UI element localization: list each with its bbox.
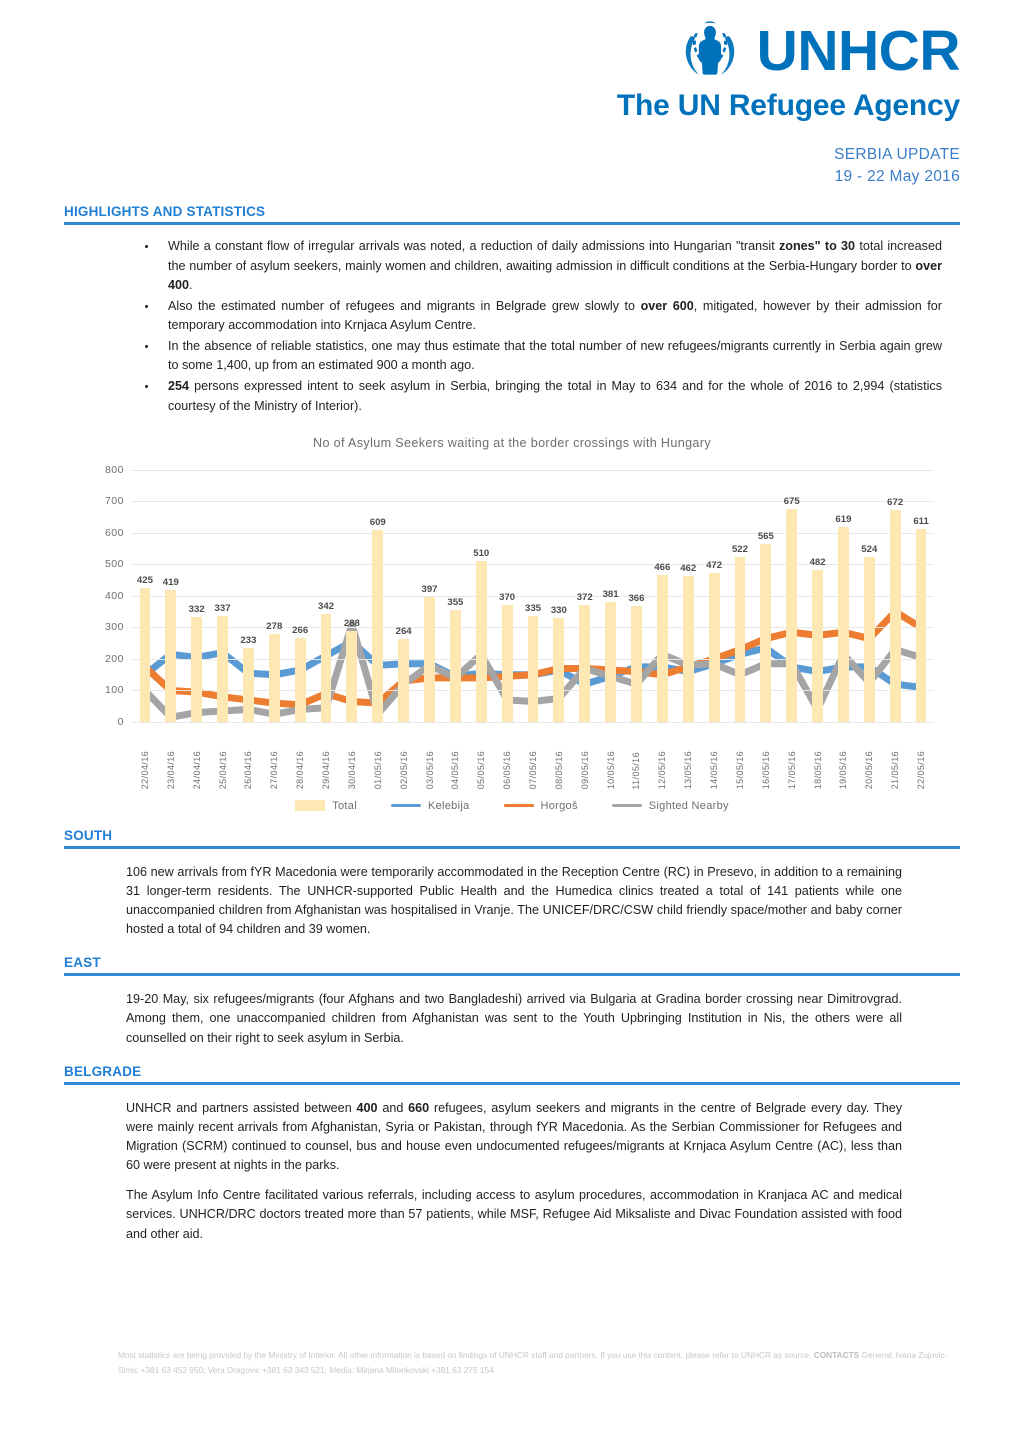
x-tick-label: 16/05/16	[760, 751, 771, 790]
x-tick-label: 18/05/16	[812, 751, 823, 790]
legend-label: Kelebija	[427, 799, 470, 812]
section-highlights-header	[64, 204, 960, 225]
x-tick-label: 22/05/16	[916, 751, 927, 790]
document-date-range: 19 - 22 May 2016	[834, 167, 960, 185]
chart-bar	[631, 606, 642, 721]
bullet-text: 254	[168, 379, 190, 394]
chart-plot	[132, 470, 934, 722]
chart-bar	[890, 510, 901, 722]
chart-bar	[916, 529, 927, 721]
chart-bar-label: 330	[550, 604, 567, 616]
belgrade-paragraph-run: refugees, asylum seekers and migrants in the centre of Belgrade every day. They were mainly recent arrivals from Afghanistan, Syria or Pakistan, through fYR Macedonia. As the Serbian Commissioner for Refugees and Migration (SCRM) continued to counsel, bus and house even undocumented refugees/migrants at Krnjaca Asylum Centre (AC), less than 60 were present at nights in the parks.	[126, 1100, 903, 1173]
bullet-text: persons expressed intent to seek asylum in Serbia, bringing the total in May to 634 and for the whole of 2016 to 2,994 (statistics courtesy of the Ministry of Interior).	[168, 379, 942, 413]
x-tick-label: 04/05/16	[450, 751, 461, 790]
chart-bar	[269, 634, 280, 722]
section-belgrade-header	[64, 1064, 960, 1085]
legend-swatch-line	[504, 804, 534, 808]
footer-text: CONTACTS	[813, 1350, 860, 1360]
chart-gridline	[132, 533, 934, 534]
highlight-bullet	[158, 297, 960, 335]
chart-bar	[657, 575, 668, 722]
x-tick-label: 19/05/16	[838, 751, 849, 790]
highlight-bullet	[158, 237, 960, 294]
chart-y-axis	[84, 463, 128, 728]
legend-label: Horgoš	[540, 799, 578, 812]
legend-item	[295, 800, 357, 812]
document-header	[64, 0, 960, 188]
chart-bar	[191, 617, 202, 722]
belgrade-paragraph-run: and	[377, 1100, 409, 1115]
belgrade-paragraph-run: 660	[408, 1100, 430, 1115]
y-tick-label: 200	[104, 652, 124, 665]
chart-bar	[864, 557, 875, 722]
highlight-bullet	[158, 377, 960, 415]
document-footer	[118, 1348, 960, 1377]
legend-item	[612, 800, 729, 812]
chart-title: No of Asylum Seekers waiting at the border crossings with Hungary	[313, 435, 711, 450]
chart-bar-label: 672	[887, 497, 904, 509]
x-tick-label: 17/05/16	[786, 751, 797, 790]
chart-bar-label: 288	[343, 617, 360, 629]
y-tick-label: 700	[104, 495, 124, 508]
belgrade-paragraph-run: UNHCR and partners assisted between	[126, 1100, 357, 1115]
legend-label: Sighted Nearby	[648, 799, 729, 812]
chart-bar	[528, 616, 539, 722]
x-tick-label: 24/04/16	[191, 751, 202, 790]
x-tick-label: 08/05/16	[553, 751, 564, 790]
chart-bar-label: 397	[421, 583, 438, 595]
chart-gridline	[132, 722, 934, 723]
chart-bar	[424, 597, 435, 722]
y-tick-label: 600	[104, 526, 124, 539]
chart-bar	[140, 588, 151, 722]
x-tick-label: 03/05/16	[424, 751, 435, 790]
belgrade-paragraph-run: The Asylum Info Centre facilitated various referrals, including access to asylum procedures, accommodation in Kranjaca AC and medical services. UNHCR/DRC doctors treated more than 57 patients, while MSF, Refugee Aid Miksaliste and Divac Foundation assisted with food and other aid.	[126, 1188, 902, 1241]
south-paragraph-run: 106 new arrivals from fYR Macedonia were temporarily accommodated in the Reception Centre (RC) in Presevo, in addition to a remaining 31 longer-term residents. The UNHCR-supported Public Health and the Humedica clinics treated a total of 141 patients while one unaccompanied children from Afghanistan was hospitalised in Vranje. The UNICEF/DRC/CSW child friendly space/mother and baby corner hosted a total of 94 children and 39 women.	[126, 864, 902, 937]
x-tick-label: 30/04/16	[346, 751, 357, 790]
bullet-text: , mitigated, however by their admission for temporary accommodation into Krnjaca Asylum Centre.	[168, 298, 942, 332]
chart-bar-label: 482	[809, 556, 826, 568]
section-title-highlights: HIGHLIGHTS AND STATISTICS	[64, 204, 266, 220]
chart-bar-label: 565	[757, 530, 774, 542]
chart-bar	[165, 590, 176, 722]
chart-bar	[579, 605, 590, 722]
chart-bar	[295, 638, 306, 722]
east-body-text	[64, 990, 960, 1047]
document-title: SERBIA UPDATE	[834, 145, 960, 163]
chart-bar	[450, 610, 461, 722]
legend-item	[391, 800, 470, 812]
section-south-header	[64, 828, 960, 849]
x-tick-label: 07/05/16	[528, 751, 538, 790]
chart-bar	[838, 527, 849, 722]
section-title-belgrade: BELGRADE	[64, 1063, 142, 1079]
chart-bar	[735, 557, 746, 721]
chart-bar	[812, 570, 823, 722]
chart-legend	[84, 800, 940, 812]
document-meta	[617, 144, 960, 189]
chart-bar-label: 419	[162, 576, 179, 588]
x-tick-label: 12/05/16	[657, 751, 668, 790]
chart-bar-label: 425	[136, 574, 153, 586]
x-tick-label: 06/05/16	[502, 751, 513, 790]
chart-container	[64, 436, 960, 812]
chart-bar-label: 472	[706, 560, 723, 572]
chart-bar	[553, 618, 564, 722]
x-tick-label: 13/05/16	[683, 751, 694, 790]
chart-bar	[321, 614, 332, 722]
chart-x-axis	[132, 724, 934, 792]
chart-bar-label: 337	[214, 602, 231, 614]
legend-item	[504, 800, 578, 812]
chart-bar-label: 264	[395, 625, 412, 637]
chart-bar-label: 372	[576, 591, 593, 603]
y-tick-label: 800	[104, 463, 124, 476]
chart-gridline	[132, 470, 934, 471]
chart-bar-label: 381	[602, 588, 619, 600]
x-tick-label: 23/04/16	[165, 751, 176, 790]
footer-text: General: Ivana Zujovic-Simic +381 63 452 950; Vera Dragovic +381 63 343 521; Media: Mirjana Milenkovski +381 63 275 154	[118, 1350, 948, 1375]
chart-bar	[217, 616, 228, 722]
bullet-text: While a constant flow of irregular arrivals was noted, a reduction of daily admissions into Hungarian "transit	[168, 239, 779, 254]
chart-bar-label: 524	[861, 543, 878, 555]
x-tick-label: 27/04/16	[269, 751, 280, 790]
x-tick-label: 15/05/16	[734, 751, 745, 790]
south-body-text	[64, 863, 960, 940]
chart-gridline	[132, 501, 934, 502]
chart-bar-label: 266	[292, 624, 309, 636]
section-divider	[64, 973, 960, 976]
belgrade-paragraph	[126, 1099, 902, 1176]
chart-bar-label: 370	[499, 592, 516, 604]
highlight-bullet	[158, 337, 960, 375]
x-tick-label: 01/05/16	[372, 751, 383, 790]
legend-swatch-line	[391, 804, 421, 808]
chart-bar-label: 335	[524, 603, 542, 615]
chart-bar-label: 619	[835, 513, 852, 525]
x-tick-label: 21/05/16	[890, 751, 901, 790]
section-divider	[64, 222, 960, 225]
x-tick-label: 26/04/16	[243, 751, 254, 790]
chart-bar-label: 611	[913, 516, 929, 528]
section-title-south: SOUTH	[64, 827, 113, 843]
bullet-text: Also the estimated number of refugees and migrants in Belgrade grew slowly to	[168, 298, 641, 313]
x-tick-label: 14/05/16	[709, 751, 720, 790]
highlights-bullet-list	[64, 237, 960, 415]
unhcr-branding	[617, 14, 960, 188]
chart-bar-label: 278	[266, 621, 283, 633]
chart-bar	[605, 602, 616, 722]
y-tick-label: 300	[104, 621, 124, 634]
y-tick-label: 0	[117, 715, 124, 728]
bullet-text: over 600	[640, 298, 694, 313]
y-tick-label: 400	[104, 589, 124, 602]
chart-bar-label: 462	[680, 563, 697, 575]
chart-bar-label: 332	[188, 604, 205, 616]
legend-label: Total	[332, 799, 357, 812]
chart-bar	[760, 544, 771, 722]
y-tick-label: 100	[104, 684, 124, 697]
x-tick-label: 10/05/16	[605, 751, 616, 790]
section-divider	[64, 1082, 960, 1085]
chart-bar-label: 675	[783, 496, 800, 508]
chart-bar-label: 355	[447, 596, 464, 608]
legend-swatch-line	[612, 804, 642, 808]
chart-bar-label: 466	[654, 561, 671, 573]
chart-bar-label: 233	[240, 635, 257, 647]
belgrade-paragraph-run: 400	[356, 1100, 378, 1115]
chart-bar-label: 609	[369, 516, 386, 528]
x-tick-label: 11/05/16	[631, 752, 642, 790]
bullet-text: total increased the number of asylum seekers, mainly women and children, awaiting admission in difficult conditions at the Serbia-Hungary border to	[168, 239, 942, 273]
belgrade-body-text	[64, 1099, 960, 1244]
legend-swatch-bar	[295, 800, 325, 811]
chart-bar	[398, 639, 409, 722]
chart-bar	[346, 631, 357, 722]
section-divider	[64, 846, 960, 849]
x-tick-label: 09/05/16	[579, 751, 590, 790]
east-paragraph-run: 19-20 May, six refugees/migrants (four Afghans and two Bangladeshi) arrived via Bulgaria at Gradina border crossing near Dimitrovgrad. Among them, one unaccompanied children from Afghanistan was sent to the Youth Upbringing Institution in Nis, the others were all counselled on their right to seek asylum in Serbia.	[126, 992, 902, 1045]
chart-plot-area	[84, 462, 940, 792]
unhcr-tagline: The UN Refugee Agency	[616, 89, 960, 122]
x-tick-label: 02/05/16	[398, 751, 409, 790]
chart-bar	[709, 573, 720, 722]
x-tick-label: 05/05/16	[476, 751, 487, 790]
unhcr-wordmark: UNHCR	[756, 18, 960, 83]
chart-bar-label: 522	[731, 544, 748, 556]
bullet-text: over 400	[168, 258, 942, 292]
east-paragraph	[126, 990, 902, 1047]
footer-text: Most statistics are being provided by the Ministry of Interior. All other information is based on findings of UNHCR staff and partners. If you use this content, please refer to UNHCR as source.	[118, 1350, 814, 1360]
chart-bar-label: 342	[318, 600, 335, 612]
bullet-text: zones" to 30	[778, 239, 856, 254]
y-tick-label: 500	[104, 558, 124, 571]
chart-bar	[502, 605, 513, 722]
chart-bar	[786, 509, 797, 722]
bullet-text: In the absence of reliable statistics, one may thus estimate that the total number of new refugees/migrants currently in Serbia again grew to some 1,400, up from an estimated 900 a month ago.	[168, 339, 942, 373]
chart-bar	[683, 576, 694, 722]
x-tick-label: 22/04/16	[139, 751, 150, 790]
unhcr-emblem-icon	[673, 14, 747, 88]
x-tick-label: 28/04/16	[295, 751, 306, 790]
south-paragraph	[126, 863, 902, 940]
x-tick-label: 25/04/16	[217, 751, 228, 790]
chart-bar-label: 366	[628, 593, 645, 605]
x-tick-label: 29/04/16	[321, 751, 332, 790]
belgrade-paragraph	[126, 1186, 902, 1243]
chart-bar	[372, 530, 383, 722]
bullet-text: .	[189, 277, 193, 292]
chart-bar	[243, 648, 254, 721]
chart-bar	[476, 561, 487, 722]
section-east-header	[64, 955, 960, 976]
x-tick-label: 20/05/16	[864, 751, 875, 790]
chart-bar-label: 510	[473, 548, 490, 560]
section-title-east: EAST	[64, 955, 101, 971]
